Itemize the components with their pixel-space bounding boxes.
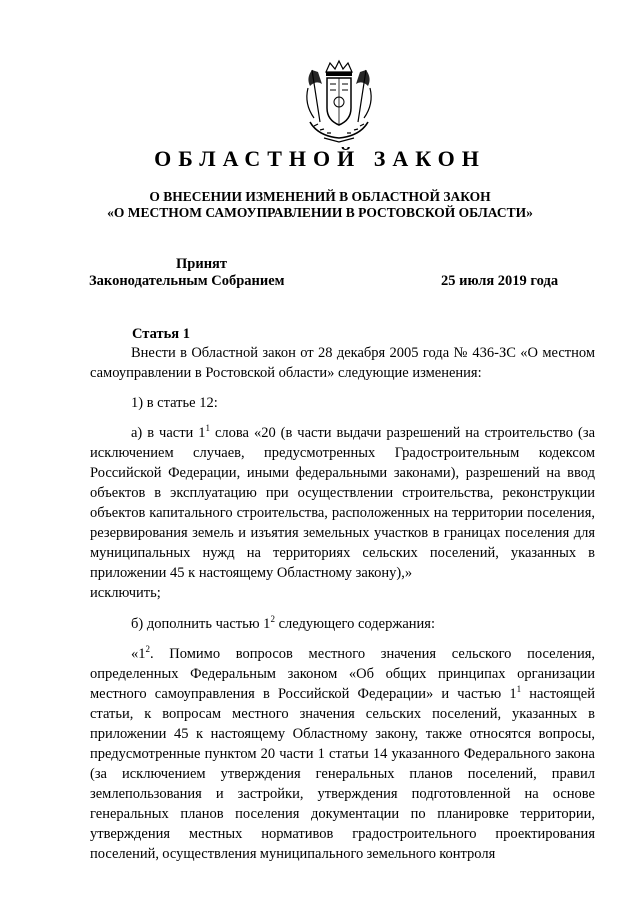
quote-superscript-2: 1: [516, 684, 522, 694]
quote-end-text: настоящей статьи, к вопросам местного значения сельских поселений, указанных в приложении 45 к настоящему Областному закону, также относятся вопросы, предусмотренные пунктом 20 части 1 статьи 14 указанного Федерального закона (за исключением утверждения генеральных планов поселений, правил землепользования и застройки, утверждения подготовленной на основе генеральных планов поселения документации по планировке территории, утверждения местных нормативов градостроительного проектирования поселений, осуществления муниципального земельного контроля: [90, 686, 595, 862]
adopted-label: Принят: [176, 256, 228, 272]
document-title-line-2: «О МЕСТНОМ САМОУПРАВЛЕНИИ В РОСТОВСКОЙ ОБЛАСТИ»: [107, 205, 533, 220]
item-a-paragraph: [90, 423, 595, 603]
quote-prefix: «1: [131, 646, 146, 662]
item-a-superscript: 1: [205, 423, 211, 433]
item-b-prefix: б) дополнить частью 1: [131, 616, 271, 632]
adopted-by-label: Законодательным Собранием: [89, 273, 285, 289]
quote-superscript-1: 2: [145, 644, 150, 654]
coat-of-arms-emblem: [300, 58, 378, 144]
document-type-heading: ОБЛАСТНОЙ ЗАКОН: [154, 146, 486, 171]
article-intro-paragraph: Внести в Областной закон от 28 декабря 2005 года № 436-ЗС «О местном самоуправлении в Ростовской области» следующие изменения:: [90, 345, 595, 381]
article-body: [90, 343, 595, 864]
quoted-amendment-paragraph: [90, 644, 595, 864]
item-b-superscript: 2: [270, 614, 275, 624]
adoption-date: 25 июля 2019 года: [441, 273, 559, 289]
document-title: [0, 189, 640, 221]
quote-middle-text: . Помимо вопросов местного значения сельского поселения, определенных Федеральным законом «Об общих принципах организации местного самоуправления в Российской Федерации» и частью 1: [90, 646, 595, 702]
item-1-paragraph: 1) в статье 12:: [131, 395, 218, 411]
item-b-paragraph: [90, 614, 595, 634]
article-heading: Статья 1: [132, 326, 190, 342]
item-a-tail: исключить;: [90, 585, 161, 601]
document-title-line-1: О ВНЕСЕНИИ ИЗМЕНЕНИЙ В ОБЛАСТНОЙ ЗАКОН: [149, 189, 491, 204]
item-b-text: следующего содержания:: [274, 616, 436, 632]
item-a-prefix: а) в части 1: [131, 425, 206, 441]
item-a-text: слова «20 (в части выдачи разрешений на строительство (за исключением случаев, предусмотренных Градостроительным кодексом Российской Федерации, иными федеральными законами), разрешений на ввод объектов в эксплуатацию при осуществлении строительства, реконструкции объектов капитального строительства, расположенных на территории поселения, резервирования земель и изъятия земельных участков в границах поселения для муниципальных нужд на территориях сельских поселений, указанных в приложении 45 к настоящему Областному закону),»: [90, 425, 596, 581]
